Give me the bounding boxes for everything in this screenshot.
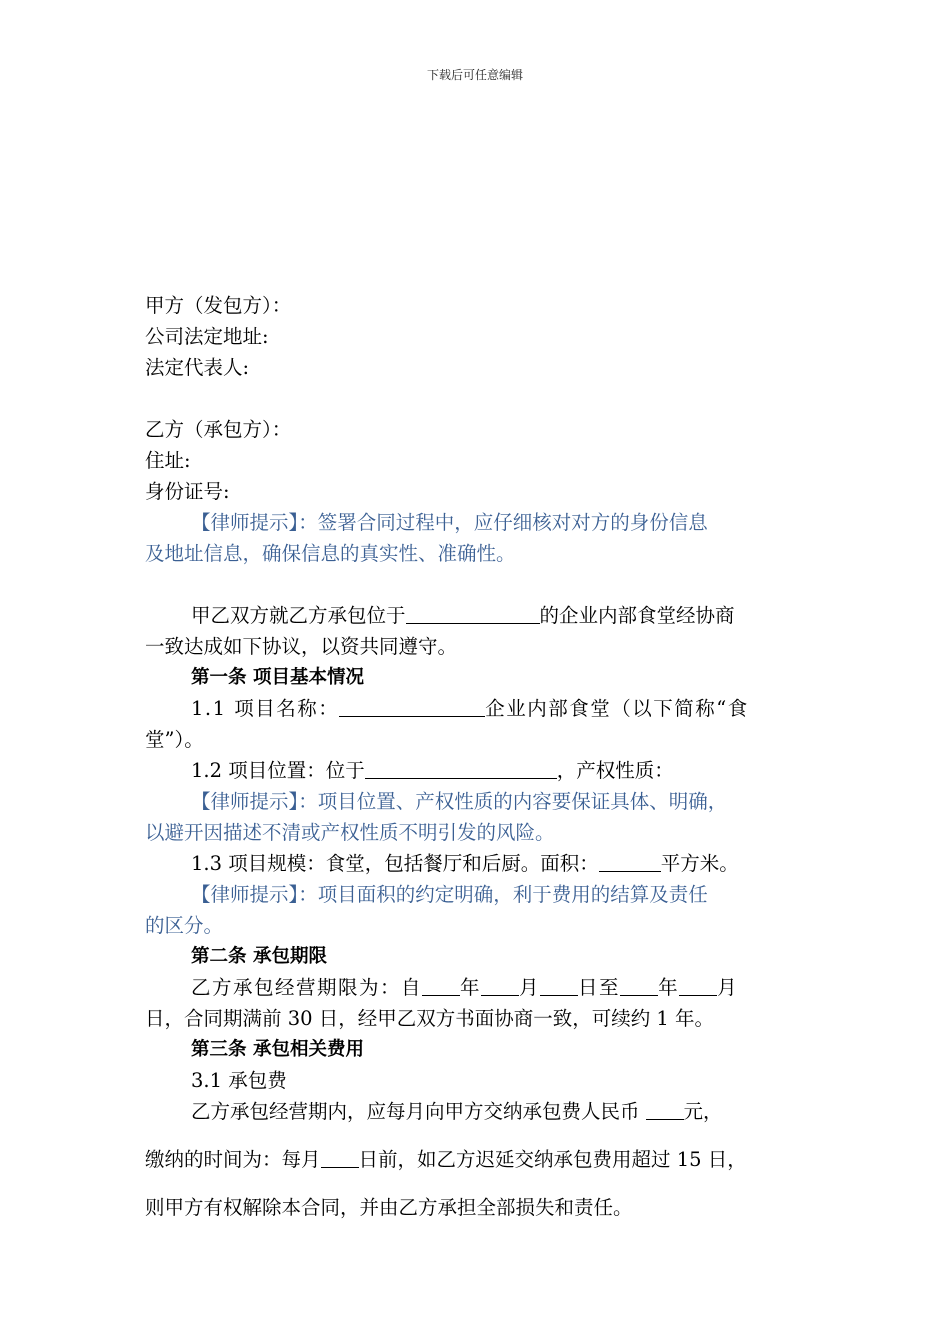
article2-period-line1: [145, 972, 810, 1003]
article1-item3: [145, 848, 810, 879]
contract-body: [145, 290, 810, 1223]
article1-item1: [145, 693, 810, 724]
lawyer-tip-identity-line2: 及地址信息，确保信息的真实性、准确性。: [145, 542, 516, 565]
article2-title: 第二条 承包期限: [191, 946, 327, 967]
lawyer-tip-location-line1: 【律师提示】：项目位置、产权性质的内容要保证具体、明确，: [191, 790, 728, 813]
party-a-label: 甲方（发包方）：: [145, 294, 292, 317]
end-month-blank[interactable]: [679, 975, 717, 996]
end-year-blank[interactable]: [620, 975, 658, 996]
article1-item2: [145, 755, 810, 786]
project-location-blank[interactable]: [365, 758, 557, 779]
item2-text: ，产权性质：: [556, 759, 674, 782]
payment-text: 缴纳的时间为：每月: [145, 1148, 321, 1171]
article3-fee-line2: [145, 1144, 810, 1175]
article3-fee-line1: [145, 1096, 810, 1127]
location-blank[interactable]: [406, 603, 540, 624]
article3-fee-line3: 则甲方有权解除本合同，并由乙方承担全部损失和责任。: [145, 1196, 633, 1219]
lawyer-tip-area-line2: 的区分。: [145, 914, 224, 937]
fee-unit: 元，: [683, 1100, 723, 1123]
item3-text: 平方米。: [660, 852, 739, 875]
fee-text: 乙方承包经营期内，应每月向甲方交纳承包费人民币: [191, 1100, 640, 1123]
page-header-note: 下载后可任意编辑: [426, 68, 523, 82]
intro-text-b: 的企业内部食堂经协商: [539, 604, 735, 627]
year-label-2: 年: [658, 976, 680, 999]
party-b-residence: 住址:: [145, 449, 191, 472]
area-blank[interactable]: [599, 851, 661, 872]
item1-text: 企业内部食堂（以下简称“食: [485, 697, 749, 720]
party-b-label: 乙方（承包方）：: [145, 418, 292, 441]
party-a-representative: 法定代表人:: [145, 356, 250, 379]
project-name-blank[interactable]: [339, 696, 485, 717]
day-to-label: 日至: [578, 976, 621, 999]
start-month-blank[interactable]: [481, 975, 519, 996]
start-day-blank[interactable]: [540, 975, 578, 996]
intro-line2: 一致达成如下协议，以资共同遵守。: [145, 635, 458, 658]
period-text: 乙方承包经营期限为：自: [191, 976, 423, 999]
start-year-blank[interactable]: [422, 975, 460, 996]
article1-title: 第一条 项目基本情况: [191, 667, 364, 688]
lawyer-tip-location-line2: 以避开因描述不清或产权性质不明引发的风险。: [145, 821, 555, 844]
article1-item1-cont: 堂”）。: [145, 728, 204, 751]
lawyer-tip-identity-line1: 【律师提示】：签署合同过程中，应仔细核对对方的身份信息: [191, 511, 708, 534]
payment-day-blank[interactable]: [321, 1147, 359, 1168]
article3-title: 第三条 承包相关费用: [191, 1039, 364, 1060]
item2-label: 1.2 项目位置：位于: [191, 759, 365, 782]
party-a-address: 公司法定地址:: [145, 325, 269, 348]
month-label: 月: [519, 976, 541, 999]
year-label: 年: [460, 976, 482, 999]
item3-label: 1.3 项目规模：食堂，包括餐厅和后厨。面积：: [191, 852, 599, 875]
article2-period-line2: 日，合同期满前 30 日，经甲乙双方书面协商一致，可续约 1 年。: [145, 1007, 715, 1030]
month-label-2: 月: [717, 976, 739, 999]
payment-text-b: 日前，如乙方迟延交纳承包费用超过 15 日，: [358, 1148, 747, 1171]
intro-text-a: 甲乙双方就乙方承包位于: [191, 604, 406, 627]
lawyer-tip-area-line1: 【律师提示】：项目面积的约定明确，利于费用的结算及责任: [191, 883, 708, 906]
intro-line1: [145, 600, 810, 631]
item1-label: 1.1 项目名称：: [191, 697, 340, 720]
article3-sub1: 3.1 承包费: [191, 1069, 287, 1092]
fee-amount-blank[interactable]: [646, 1099, 684, 1120]
party-b-id-number: 身份证号:: [145, 480, 230, 503]
